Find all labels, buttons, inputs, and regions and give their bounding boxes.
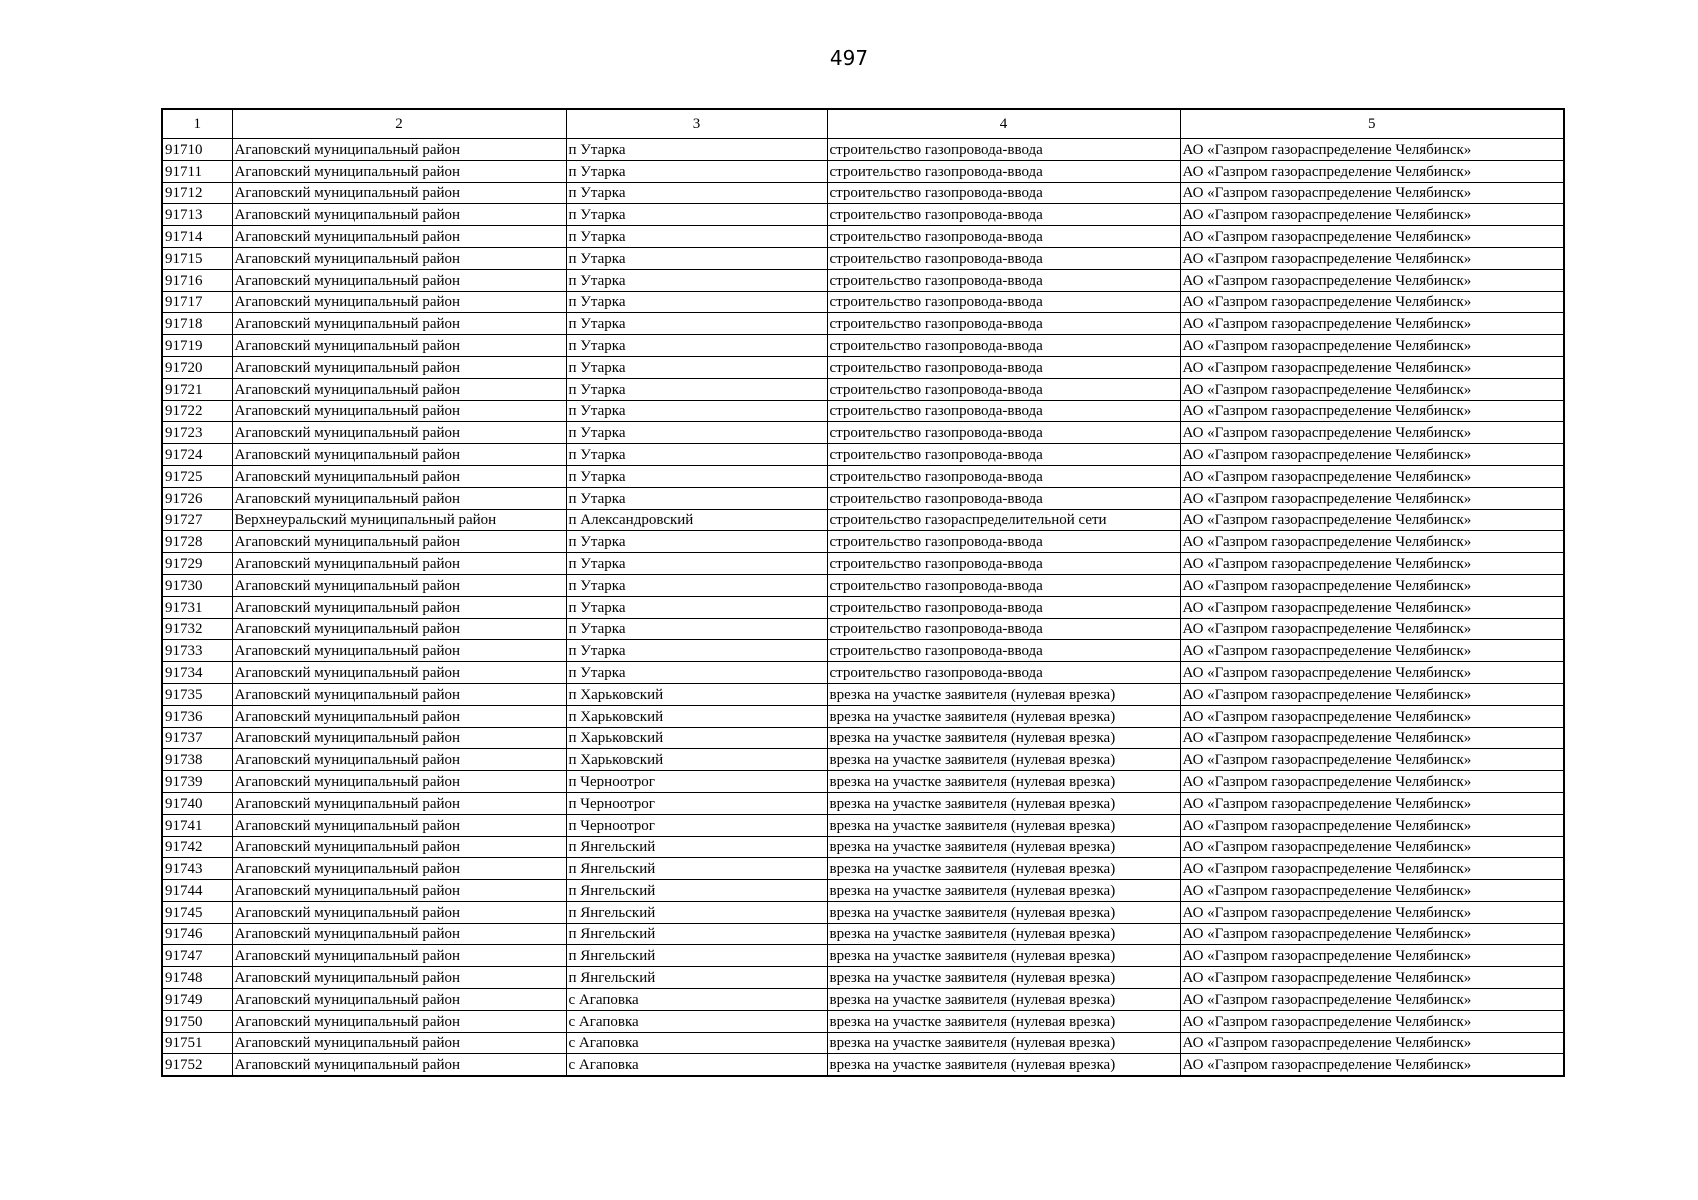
header-cell-2: 2 (232, 109, 566, 139)
table-row (162, 226, 1564, 248)
work-type-cell: врезка на участке заявителя (нулевая врезка) (827, 727, 1180, 749)
district-cell: Агаповский муниципальный район (232, 553, 566, 575)
table-row (162, 400, 1564, 422)
work-type-cell: строительство газопровода-ввода (827, 422, 1180, 444)
table-row (162, 618, 1564, 640)
table-row (162, 574, 1564, 596)
table-row (162, 531, 1564, 553)
settlement-cell: п Утарка (566, 400, 827, 422)
header-cell-3: 3 (566, 109, 827, 139)
organization-cell: АО «Газпром газораспределение Челябинск» (1180, 792, 1564, 814)
organization-cell: АО «Газпром газораспределение Челябинск» (1180, 553, 1564, 575)
row-number-cell: 91716 (162, 269, 232, 291)
table-row (162, 487, 1564, 509)
table-row (162, 356, 1564, 378)
settlement-cell: п Харьковский (566, 727, 827, 749)
organization-cell: АО «Газпром газораспределение Челябинск» (1180, 400, 1564, 422)
work-type-cell: строительство газопровода-ввода (827, 139, 1180, 161)
work-type-cell: строительство газопровода-ввода (827, 662, 1180, 684)
row-number-cell: 91746 (162, 923, 232, 945)
row-number-cell: 91748 (162, 967, 232, 989)
district-cell: Агаповский муниципальный район (232, 204, 566, 226)
work-type-cell: строительство газопровода-ввода (827, 400, 1180, 422)
settlement-cell: п Утарка (566, 335, 827, 357)
row-number-cell: 91721 (162, 378, 232, 400)
work-type-cell: строительство газопровода-ввода (827, 226, 1180, 248)
work-type-cell: врезка на участке заявителя (нулевая врезка) (827, 705, 1180, 727)
table-row (162, 836, 1564, 858)
table-row (162, 749, 1564, 771)
row-number-cell: 91734 (162, 662, 232, 684)
work-type-cell: врезка на участке заявителя (нулевая врезка) (827, 901, 1180, 923)
work-type-cell: врезка на участке заявителя (нулевая врезка) (827, 792, 1180, 814)
district-cell: Агаповский муниципальный район (232, 858, 566, 880)
row-number-cell: 91741 (162, 814, 232, 836)
work-type-cell: строительство газопровода-ввода (827, 444, 1180, 466)
district-cell: Агаповский муниципальный район (232, 269, 566, 291)
district-cell: Агаповский муниципальный район (232, 182, 566, 204)
organization-cell: АО «Газпром газораспределение Челябинск» (1180, 335, 1564, 357)
settlement-cell: п Утарка (566, 160, 827, 182)
row-number-cell: 91735 (162, 683, 232, 705)
settlement-cell: п Черноотрог (566, 814, 827, 836)
district-cell: Агаповский муниципальный район (232, 814, 566, 836)
settlement-cell: п Утарка (566, 313, 827, 335)
work-type-cell: врезка на участке заявителя (нулевая врезка) (827, 945, 1180, 967)
row-number-cell: 91718 (162, 313, 232, 335)
table-row (162, 967, 1564, 989)
district-cell: Агаповский муниципальный район (232, 640, 566, 662)
district-cell: Агаповский муниципальный район (232, 487, 566, 509)
work-type-cell: строительство газопровода-ввода (827, 574, 1180, 596)
organization-cell: АО «Газпром газораспределение Челябинск» (1180, 901, 1564, 923)
organization-cell: АО «Газпром газораспределение Челябинск» (1180, 1010, 1564, 1032)
work-type-cell: врезка на участке заявителя (нулевая врезка) (827, 858, 1180, 880)
table-row (162, 1054, 1564, 1076)
district-cell: Агаповский муниципальный район (232, 465, 566, 487)
row-number-cell: 91744 (162, 880, 232, 902)
settlement-cell: п Янгельский (566, 901, 827, 923)
row-number-cell: 91742 (162, 836, 232, 858)
table-row (162, 705, 1564, 727)
district-cell: Агаповский муниципальный район (232, 705, 566, 727)
work-type-cell: врезка на участке заявителя (нулевая врезка) (827, 749, 1180, 771)
settlement-cell: п Утарка (566, 531, 827, 553)
row-number-cell: 91729 (162, 553, 232, 575)
table-row (162, 945, 1564, 967)
table-row (162, 792, 1564, 814)
work-type-cell: строительство газопровода-ввода (827, 378, 1180, 400)
table-row (162, 683, 1564, 705)
table-row (162, 160, 1564, 182)
settlement-cell: п Янгельский (566, 880, 827, 902)
district-cell: Агаповский муниципальный район (232, 836, 566, 858)
table-row (162, 465, 1564, 487)
work-type-cell: строительство газопровода-ввода (827, 313, 1180, 335)
settlement-cell: п Утарка (566, 662, 827, 684)
table-row (162, 553, 1564, 575)
work-type-cell: строительство газопровода-ввода (827, 335, 1180, 357)
work-type-cell: врезка на участке заявителя (нулевая врезка) (827, 1032, 1180, 1054)
district-cell: Агаповский муниципальный район (232, 596, 566, 618)
district-cell: Агаповский муниципальный район (232, 945, 566, 967)
district-cell: Агаповский муниципальный район (232, 662, 566, 684)
row-number-cell: 91737 (162, 727, 232, 749)
settlement-cell: п Утарка (566, 269, 827, 291)
district-cell: Агаповский муниципальный район (232, 291, 566, 313)
work-type-cell: строительство газопровода-ввода (827, 291, 1180, 313)
district-cell: Агаповский муниципальный район (232, 792, 566, 814)
settlement-cell: п Харьковский (566, 749, 827, 771)
settlement-cell: п Утарка (566, 139, 827, 161)
organization-cell: АО «Газпром газораспределение Челябинск» (1180, 662, 1564, 684)
district-cell: Агаповский муниципальный район (232, 356, 566, 378)
district-cell: Агаповский муниципальный район (232, 901, 566, 923)
settlement-cell: п Александровский (566, 509, 827, 531)
table-row (162, 247, 1564, 269)
organization-cell: АО «Газпром газораспределение Челябинск» (1180, 160, 1564, 182)
work-type-cell: врезка на участке заявителя (нулевая врезка) (827, 814, 1180, 836)
district-cell: Агаповский муниципальный район (232, 247, 566, 269)
organization-cell: АО «Газпром газораспределение Челябинск» (1180, 269, 1564, 291)
organization-cell: АО «Газпром газораспределение Челябинск» (1180, 291, 1564, 313)
organization-cell: АО «Газпром газораспределение Челябинск» (1180, 771, 1564, 793)
organization-cell: АО «Газпром газораспределение Челябинск» (1180, 945, 1564, 967)
row-number-cell: 91743 (162, 858, 232, 880)
work-type-cell: строительство газопровода-ввода (827, 531, 1180, 553)
settlement-cell: п Янгельский (566, 945, 827, 967)
work-type-cell: строительство газопровода-ввода (827, 182, 1180, 204)
settlement-cell: п Утарка (566, 487, 827, 509)
row-number-cell: 91750 (162, 1010, 232, 1032)
table-header (162, 109, 1564, 139)
organization-cell: АО «Газпром газораспределение Челябинск» (1180, 880, 1564, 902)
work-type-cell: врезка на участке заявителя (нулевая врезка) (827, 836, 1180, 858)
row-number-cell: 91738 (162, 749, 232, 771)
organization-cell: АО «Газпром газораспределение Челябинск» (1180, 487, 1564, 509)
row-number-cell: 91715 (162, 247, 232, 269)
settlement-cell: п Утарка (566, 618, 827, 640)
organization-cell: АО «Газпром газораспределение Челябинск» (1180, 683, 1564, 705)
table-row (162, 596, 1564, 618)
row-number-cell: 91745 (162, 901, 232, 923)
table-row (162, 923, 1564, 945)
district-cell: Агаповский муниципальный район (232, 574, 566, 596)
organization-cell: АО «Газпром газораспределение Челябинск» (1180, 139, 1564, 161)
work-type-cell: врезка на участке заявителя (нулевая врезка) (827, 923, 1180, 945)
work-type-cell: строительство газопровода-ввода (827, 553, 1180, 575)
header-cell-1: 1 (162, 109, 232, 139)
district-cell: Агаповский муниципальный район (232, 923, 566, 945)
row-number-cell: 91717 (162, 291, 232, 313)
district-cell: Агаповский муниципальный район (232, 531, 566, 553)
district-cell: Агаповский муниципальный район (232, 160, 566, 182)
settlement-cell: п Утарка (566, 596, 827, 618)
table-row (162, 335, 1564, 357)
district-cell: Верхнеуральский муниципальный район (232, 509, 566, 531)
data-table (161, 108, 1565, 1077)
settlement-cell: п Утарка (566, 356, 827, 378)
district-cell: Агаповский муниципальный район (232, 226, 566, 248)
table-row (162, 989, 1564, 1011)
row-number-cell: 91731 (162, 596, 232, 618)
organization-cell: АО «Газпром газораспределение Челябинск» (1180, 814, 1564, 836)
organization-cell: АО «Газпром газораспределение Челябинск» (1180, 313, 1564, 335)
organization-cell: АО «Газпром газораспределение Челябинск» (1180, 749, 1564, 771)
table-row (162, 1032, 1564, 1054)
organization-cell: АО «Газпром газораспределение Челябинск» (1180, 1032, 1564, 1054)
row-number-cell: 91739 (162, 771, 232, 793)
settlement-cell: п Утарка (566, 574, 827, 596)
row-number-cell: 91733 (162, 640, 232, 662)
organization-cell: АО «Газпром газораспределение Челябинск» (1180, 531, 1564, 553)
work-type-cell: строительство газопровода-ввода (827, 618, 1180, 640)
table-row (162, 858, 1564, 880)
district-cell: Агаповский муниципальный район (232, 989, 566, 1011)
table-row (162, 640, 1564, 662)
settlement-cell: п Черноотрог (566, 792, 827, 814)
district-cell: Агаповский муниципальный район (232, 422, 566, 444)
table-row (162, 662, 1564, 684)
organization-cell: АО «Газпром газораспределение Челябинск» (1180, 465, 1564, 487)
work-type-cell: врезка на участке заявителя (нулевая врезка) (827, 989, 1180, 1011)
settlement-cell: п Харьковский (566, 705, 827, 727)
header-cell-4: 4 (827, 109, 1180, 139)
settlement-cell: п Утарка (566, 422, 827, 444)
row-number-cell: 91724 (162, 444, 232, 466)
organization-cell: АО «Газпром газораспределение Челябинск» (1180, 422, 1564, 444)
district-cell: Агаповский муниципальный район (232, 139, 566, 161)
settlement-cell: п Утарка (566, 553, 827, 575)
settlement-cell: п Янгельский (566, 923, 827, 945)
organization-cell: АО «Газпром газораспределение Челябинск» (1180, 378, 1564, 400)
district-cell: Агаповский муниципальный район (232, 313, 566, 335)
row-number-cell: 91727 (162, 509, 232, 531)
row-number-cell: 91720 (162, 356, 232, 378)
table-row (162, 814, 1564, 836)
settlement-cell: п Утарка (566, 204, 827, 226)
work-type-cell: строительство газопровода-ввода (827, 204, 1180, 226)
table-row (162, 378, 1564, 400)
table-row (162, 509, 1564, 531)
district-cell: Агаповский муниципальный район (232, 771, 566, 793)
organization-cell: АО «Газпром газораспределение Челябинск» (1180, 727, 1564, 749)
table-row (162, 269, 1564, 291)
settlement-cell: с Агаповка (566, 989, 827, 1011)
organization-cell: АО «Газпром газораспределение Челябинск» (1180, 444, 1564, 466)
organization-cell: АО «Газпром газораспределение Челябинск» (1180, 989, 1564, 1011)
organization-cell: АО «Газпром газораспределение Челябинск» (1180, 836, 1564, 858)
work-type-cell: врезка на участке заявителя (нулевая врезка) (827, 771, 1180, 793)
district-cell: Агаповский муниципальный район (232, 378, 566, 400)
table-row (162, 182, 1564, 204)
row-number-cell: 91749 (162, 989, 232, 1011)
organization-cell: АО «Газпром газораспределение Челябинск» (1180, 574, 1564, 596)
settlement-cell: с Агаповка (566, 1010, 827, 1032)
work-type-cell: строительство газопровода-ввода (827, 640, 1180, 662)
work-type-cell: строительство газораспределительной сети (827, 509, 1180, 531)
district-cell: Агаповский муниципальный район (232, 618, 566, 640)
organization-cell: АО «Газпром газораспределение Челябинск» (1180, 618, 1564, 640)
district-cell: Агаповский муниципальный район (232, 727, 566, 749)
settlement-cell: с Агаповка (566, 1032, 827, 1054)
work-type-cell: строительство газопровода-ввода (827, 487, 1180, 509)
work-type-cell: врезка на участке заявителя (нулевая врезка) (827, 683, 1180, 705)
organization-cell: АО «Газпром газораспределение Челябинск» (1180, 226, 1564, 248)
row-number-cell: 91747 (162, 945, 232, 967)
settlement-cell: п Черноотрог (566, 771, 827, 793)
table-row (162, 1010, 1564, 1032)
district-cell: Агаповский муниципальный район (232, 1032, 566, 1054)
district-cell: Агаповский муниципальный район (232, 444, 566, 466)
row-number-cell: 91711 (162, 160, 232, 182)
settlement-cell: п Янгельский (566, 858, 827, 880)
organization-cell: АО «Газпром газораспределение Челябинск» (1180, 596, 1564, 618)
settlement-cell: п Утарка (566, 465, 827, 487)
organization-cell: АО «Газпром газораспределение Челябинск» (1180, 509, 1564, 531)
settlement-cell: п Утарка (566, 291, 827, 313)
work-type-cell: строительство газопровода-ввода (827, 160, 1180, 182)
settlement-cell: п Харьковский (566, 683, 827, 705)
row-number-cell: 91713 (162, 204, 232, 226)
work-type-cell: врезка на участке заявителя (нулевая врезка) (827, 880, 1180, 902)
row-number-cell: 91712 (162, 182, 232, 204)
header-cell-5: 5 (1180, 109, 1564, 139)
organization-cell: АО «Газпром газораспределение Челябинск» (1180, 356, 1564, 378)
table-row (162, 204, 1564, 226)
settlement-cell: п Янгельский (566, 836, 827, 858)
district-cell: Агаповский муниципальный район (232, 749, 566, 771)
row-number-cell: 91722 (162, 400, 232, 422)
table-row (162, 313, 1564, 335)
table-row (162, 727, 1564, 749)
settlement-cell: п Утарка (566, 378, 827, 400)
row-number-cell: 91719 (162, 335, 232, 357)
district-cell: Агаповский муниципальный район (232, 1054, 566, 1076)
district-cell: Агаповский муниципальный район (232, 683, 566, 705)
row-number-cell: 91723 (162, 422, 232, 444)
table-row (162, 880, 1564, 902)
row-number-cell: 91728 (162, 531, 232, 553)
work-type-cell: врезка на участке заявителя (нулевая врезка) (827, 967, 1180, 989)
table-row (162, 422, 1564, 444)
organization-cell: АО «Газпром газораспределение Челябинск» (1180, 705, 1564, 727)
organization-cell: АО «Газпром газораспределение Челябинск» (1180, 640, 1564, 662)
settlement-cell: п Утарка (566, 247, 827, 269)
row-number-cell: 91714 (162, 226, 232, 248)
district-cell: Агаповский муниципальный район (232, 967, 566, 989)
work-type-cell: строительство газопровода-ввода (827, 356, 1180, 378)
page-number: 497 (829, 46, 869, 70)
table-row (162, 901, 1564, 923)
row-number-cell: 91740 (162, 792, 232, 814)
organization-cell: АО «Газпром газораспределение Челябинск» (1180, 204, 1564, 226)
table-row (162, 444, 1564, 466)
district-cell: Агаповский муниципальный район (232, 880, 566, 902)
row-number-cell: 91725 (162, 465, 232, 487)
work-type-cell: врезка на участке заявителя (нулевая врезка) (827, 1010, 1180, 1032)
settlement-cell: п Утарка (566, 182, 827, 204)
table-body (162, 139, 1564, 1077)
organization-cell: АО «Газпром газораспределение Челябинск» (1180, 967, 1564, 989)
settlement-cell: п Янгельский (566, 967, 827, 989)
organization-cell: АО «Газпром газораспределение Челябинск» (1180, 923, 1564, 945)
row-number-cell: 91732 (162, 618, 232, 640)
row-number-cell: 91751 (162, 1032, 232, 1054)
row-number-cell: 91730 (162, 574, 232, 596)
organization-cell: АО «Газпром газораспределение Челябинск» (1180, 858, 1564, 880)
work-type-cell: строительство газопровода-ввода (827, 465, 1180, 487)
organization-cell: АО «Газпром газораспределение Челябинск» (1180, 182, 1564, 204)
settlement-cell: п Утарка (566, 226, 827, 248)
settlement-cell: п Утарка (566, 640, 827, 662)
district-cell: Агаповский муниципальный район (232, 1010, 566, 1032)
district-cell: Агаповский муниципальный район (232, 335, 566, 357)
table-row (162, 771, 1564, 793)
header-row (162, 109, 1564, 139)
settlement-cell: п Утарка (566, 444, 827, 466)
row-number-cell: 91726 (162, 487, 232, 509)
row-number-cell: 91752 (162, 1054, 232, 1076)
work-type-cell: врезка на участке заявителя (нулевая врезка) (827, 1054, 1180, 1076)
row-number-cell: 91710 (162, 139, 232, 161)
row-number-cell: 91736 (162, 705, 232, 727)
work-type-cell: строительство газопровода-ввода (827, 269, 1180, 291)
organization-cell: АО «Газпром газораспределение Челябинск» (1180, 1054, 1564, 1076)
settlement-cell: с Агаповка (566, 1054, 827, 1076)
work-type-cell: строительство газопровода-ввода (827, 596, 1180, 618)
organization-cell: АО «Газпром газораспределение Челябинск» (1180, 247, 1564, 269)
table-row (162, 291, 1564, 313)
table-row (162, 139, 1564, 161)
district-cell: Агаповский муниципальный район (232, 400, 566, 422)
work-type-cell: строительство газопровода-ввода (827, 247, 1180, 269)
